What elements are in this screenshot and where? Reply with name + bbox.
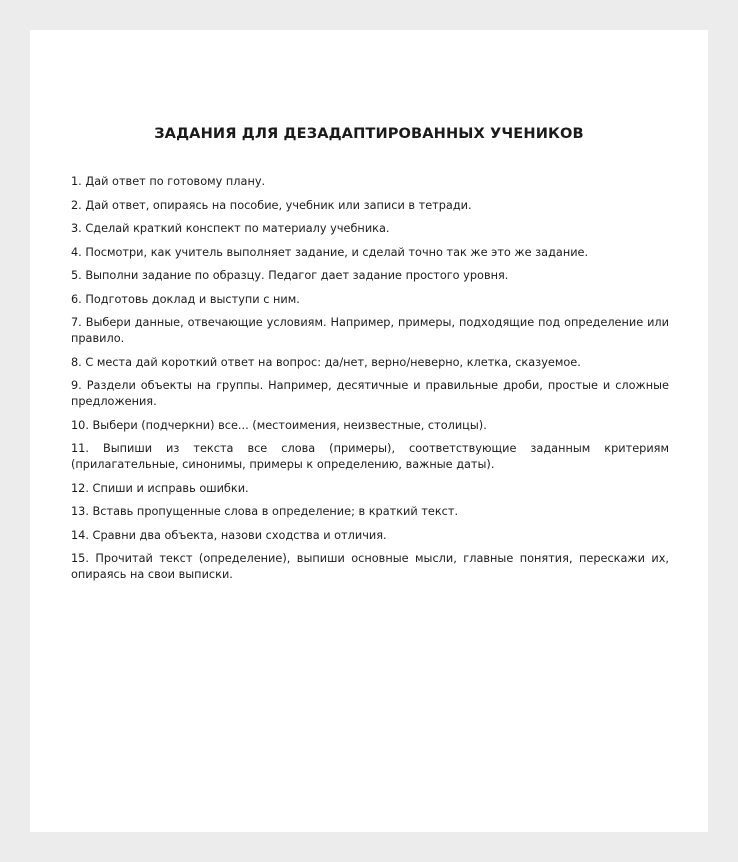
task-item-1: 1. Дай ответ по готовому плану. xyxy=(71,175,266,188)
task-item-12: 12. Спиши и исправь ошибки. xyxy=(71,481,249,495)
task-item-8: 8. С места дай короткий ответ на вопрос: да/нет, верно/неверно, клетка, сказуемое. xyxy=(71,355,581,369)
task-item-10: 10. Выбери (подчеркни) все... (местоимения, неизвестные, столицы). xyxy=(71,418,487,432)
document-title: ЗАДАНИЯ ДЛЯ ДЕЗАДАПТИРОВАННЫХ УЧЕНИКОВ xyxy=(154,125,584,142)
task-item-9: 9. Раздели объекты на группы. Например, десятичные и правильные дроби, простые и сложные предложения. xyxy=(71,379,669,408)
task-item-3: 3. Сделай краткий конспект по материалу учебника. xyxy=(71,222,390,235)
task-item-7: 7. Выбери данные, отвечающие условиям. Например, примеры, подходящие под определение или правило. xyxy=(71,316,669,345)
task-item-4: 4. Посмотри, как учитель выполняет задание, и сделай точно так же это же задание. xyxy=(71,245,589,259)
document-page xyxy=(30,30,708,832)
task-item-2: 2. Дай ответ, опираясь на пособие, учебник или записи в тетради. xyxy=(71,198,472,212)
task-item-11: 11. Выпиши из текста все слова (примеры), соответствующие заданным критериям (прилагательные, синонимы, примеры к определению, важные даты). xyxy=(71,442,669,471)
task-item-6: 6. Подготовь доклад и выступи с ним. xyxy=(71,292,300,306)
task-item-13: 13. Вставь пропущенные слова в определение; в краткий текст. xyxy=(71,505,459,518)
task-item-15: 15. Прочитай текст (определение), выпиши основные мысли, главные понятия, перескажи их, опираясь на свои выписки. xyxy=(71,552,669,581)
task-item-14: 14. Сравни два объекта, назови сходства и отличия. xyxy=(71,528,387,542)
task-item-5: 5. Выполни задание по образцу. Педагог дает задание простого уровня. xyxy=(71,269,509,282)
task-list xyxy=(71,174,669,591)
